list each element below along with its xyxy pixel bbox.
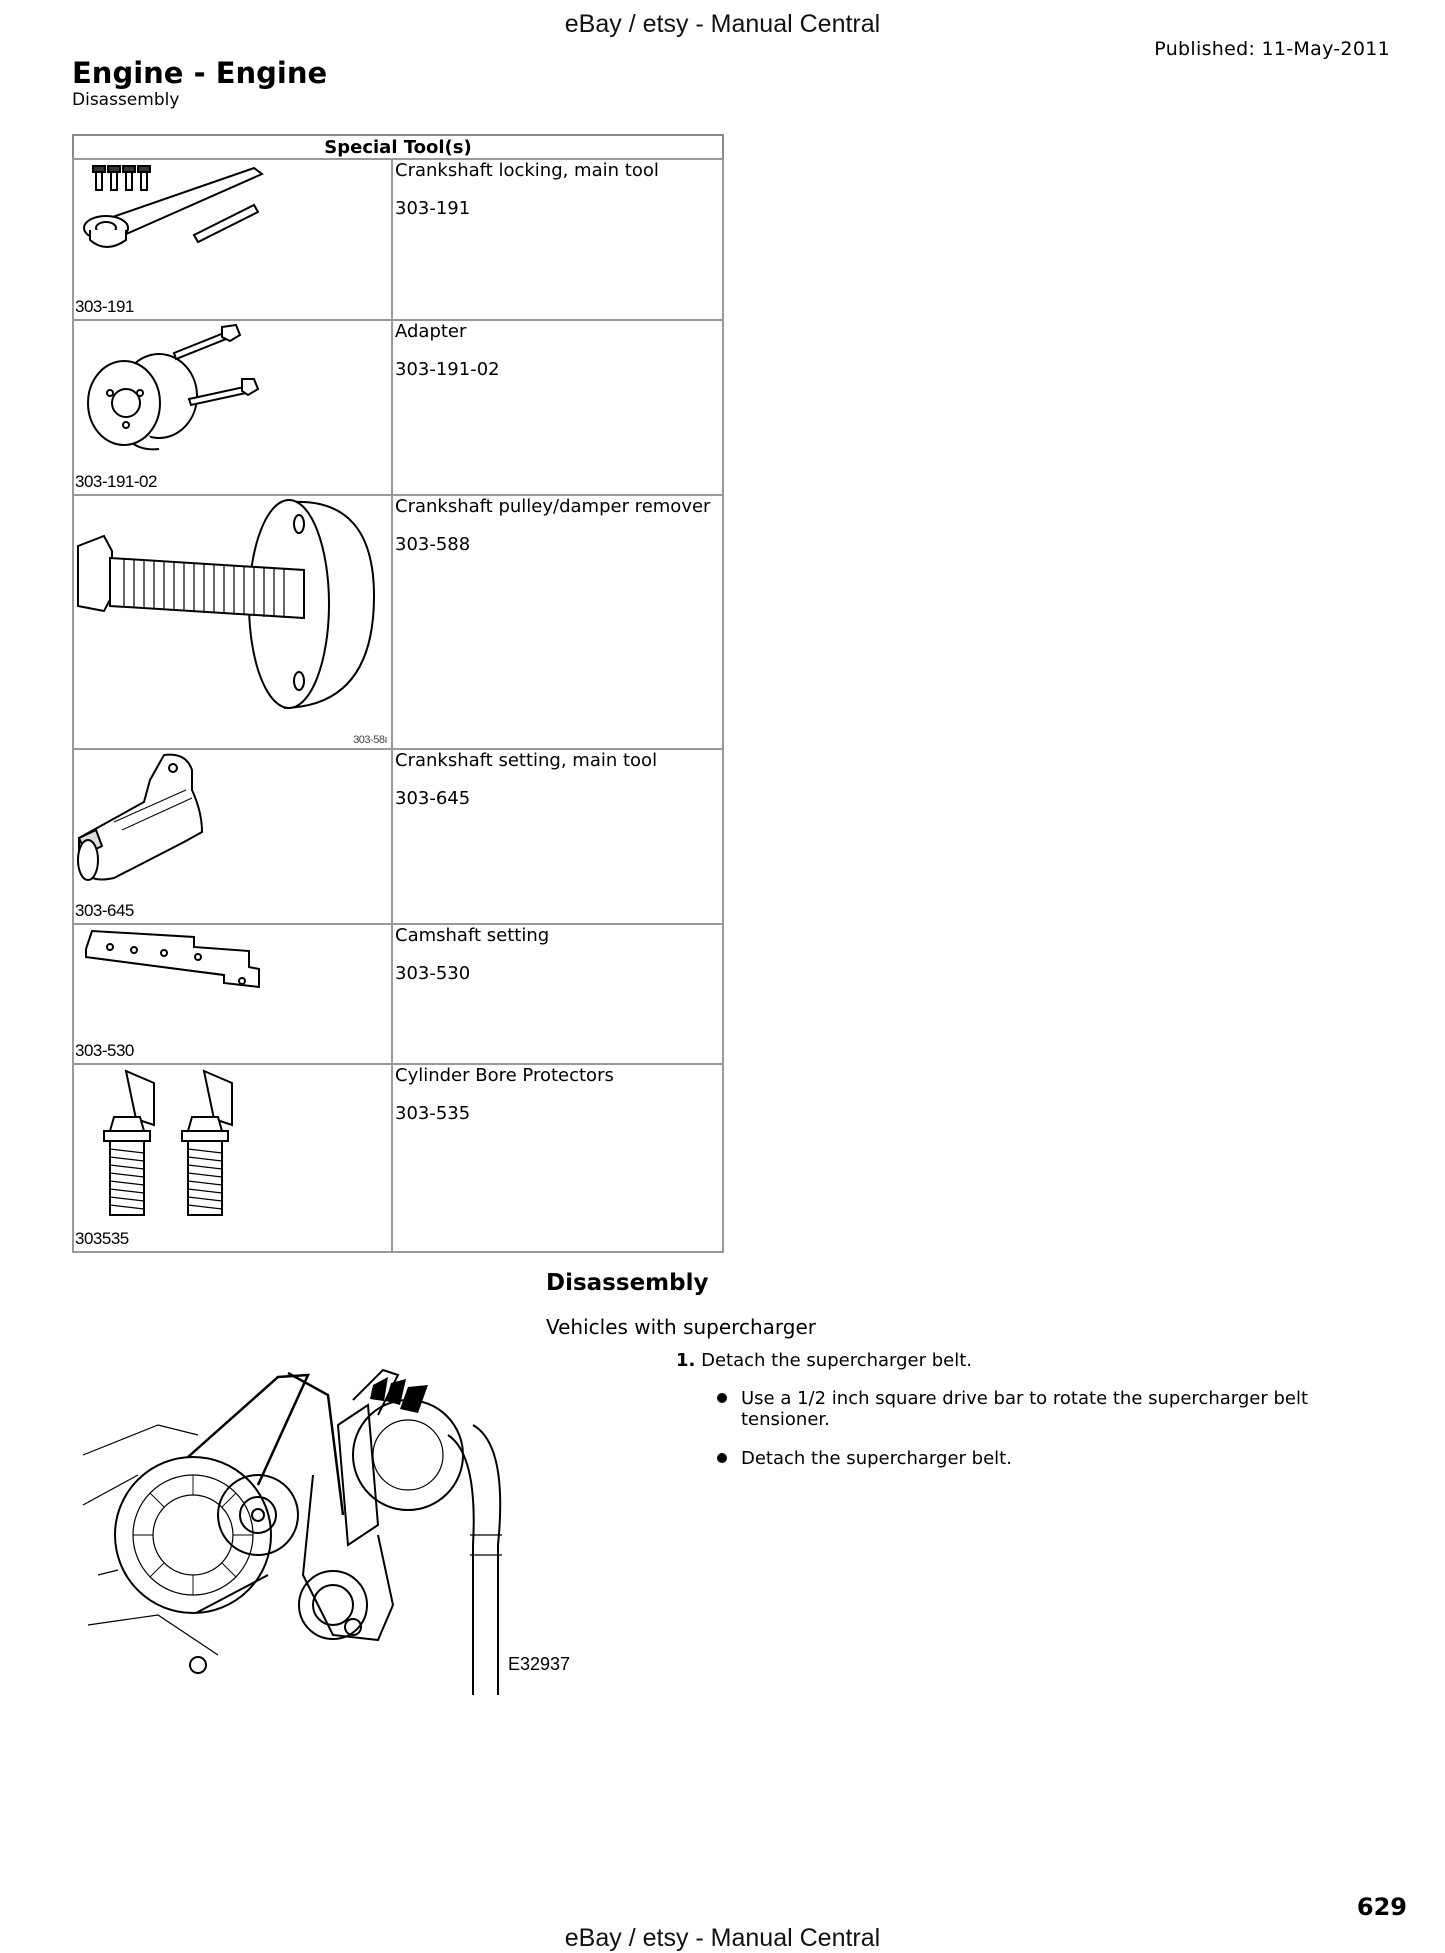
tool-image-cell xyxy=(73,320,392,495)
tool-description xyxy=(392,495,723,749)
tool-code: 303-535 xyxy=(395,1103,471,1124)
tool-image-label: 303-645 xyxy=(75,901,134,920)
table-row xyxy=(73,320,723,495)
table-row xyxy=(73,495,723,749)
tool-image-cell xyxy=(73,495,392,749)
tool-name: Crankshaft pulley/damper remover xyxy=(395,496,711,517)
tool-image-cell xyxy=(73,749,392,924)
crankshaft-setting-tool-image xyxy=(74,750,391,925)
tool-image-cell xyxy=(73,1064,392,1252)
published-date: Published: 11-May-2011 xyxy=(1154,38,1390,60)
step-number: 1. xyxy=(676,1350,696,1371)
tool-code: 303-645 xyxy=(395,788,471,809)
tool-image-label: 303-58ı xyxy=(353,734,387,746)
tool-description xyxy=(392,320,723,495)
bullet-dot-icon xyxy=(717,1393,727,1403)
tool-image-label: 303-191 xyxy=(75,297,134,316)
bullet-text: Use a 1/2 inch square drive bar to rotate the supercharger belt tensioner. xyxy=(741,1388,1309,1430)
table-row xyxy=(73,749,723,924)
pulley-remover-tool-image xyxy=(74,496,391,750)
section-heading: Disassembly xyxy=(546,1270,709,1296)
adapter-tool-image xyxy=(74,321,391,496)
page-number: 629 xyxy=(1356,1893,1407,1921)
watermark-bottom: eBay / etsy - Manual Central xyxy=(564,1924,881,1952)
table-row xyxy=(73,924,723,1064)
table-header: Special Tool(s) xyxy=(73,135,723,159)
tool-name: Camshaft setting xyxy=(395,925,550,946)
section-subheading: Vehicles with supercharger xyxy=(546,1315,816,1339)
page-subtitle: Disassembly xyxy=(72,90,180,110)
bullet-dot-icon xyxy=(717,1453,727,1463)
bullet-text: Detach the supercharger belt. xyxy=(741,1448,1012,1469)
tool-code: 303-191 xyxy=(395,198,471,219)
table-row xyxy=(73,159,723,320)
tool-image-label: 303-191-02 xyxy=(75,472,157,491)
tool-name: Adapter xyxy=(395,321,467,342)
tool-image-label: 303-530 xyxy=(75,1041,134,1060)
figure-label: E32937 xyxy=(508,1654,571,1674)
supercharger-belt-figure xyxy=(78,1365,598,1695)
tool-code: 303-530 xyxy=(395,963,471,984)
tool-name: Crankshaft setting, main tool xyxy=(395,750,658,771)
special-tools-table xyxy=(72,134,724,1253)
step-1 xyxy=(676,1350,972,1371)
tool-description xyxy=(392,1064,723,1252)
tool-description xyxy=(392,749,723,924)
tool-name: Cylinder Bore Protectors xyxy=(395,1065,614,1086)
table-header-row xyxy=(73,135,723,159)
bullet-item xyxy=(741,1448,1351,1469)
page-title: Engine - Engine xyxy=(72,56,328,90)
table-row xyxy=(73,1064,723,1252)
step-text: Detach the supercharger belt. xyxy=(701,1350,973,1371)
tool-name: Crankshaft locking, main tool xyxy=(395,160,659,181)
cylinder-bore-protectors-image xyxy=(74,1065,391,1253)
bullet-item xyxy=(741,1388,1351,1430)
tool-image-label: 303535 xyxy=(75,1229,129,1248)
tool-code: 303-191-02 xyxy=(395,359,500,380)
tool-image-cell xyxy=(73,924,392,1064)
tool-description xyxy=(392,924,723,1064)
tool-description xyxy=(392,159,723,320)
tool-image-cell xyxy=(73,159,392,320)
watermark-top: eBay / etsy - Manual Central xyxy=(564,10,881,38)
tool-code: 303-588 xyxy=(395,534,471,555)
